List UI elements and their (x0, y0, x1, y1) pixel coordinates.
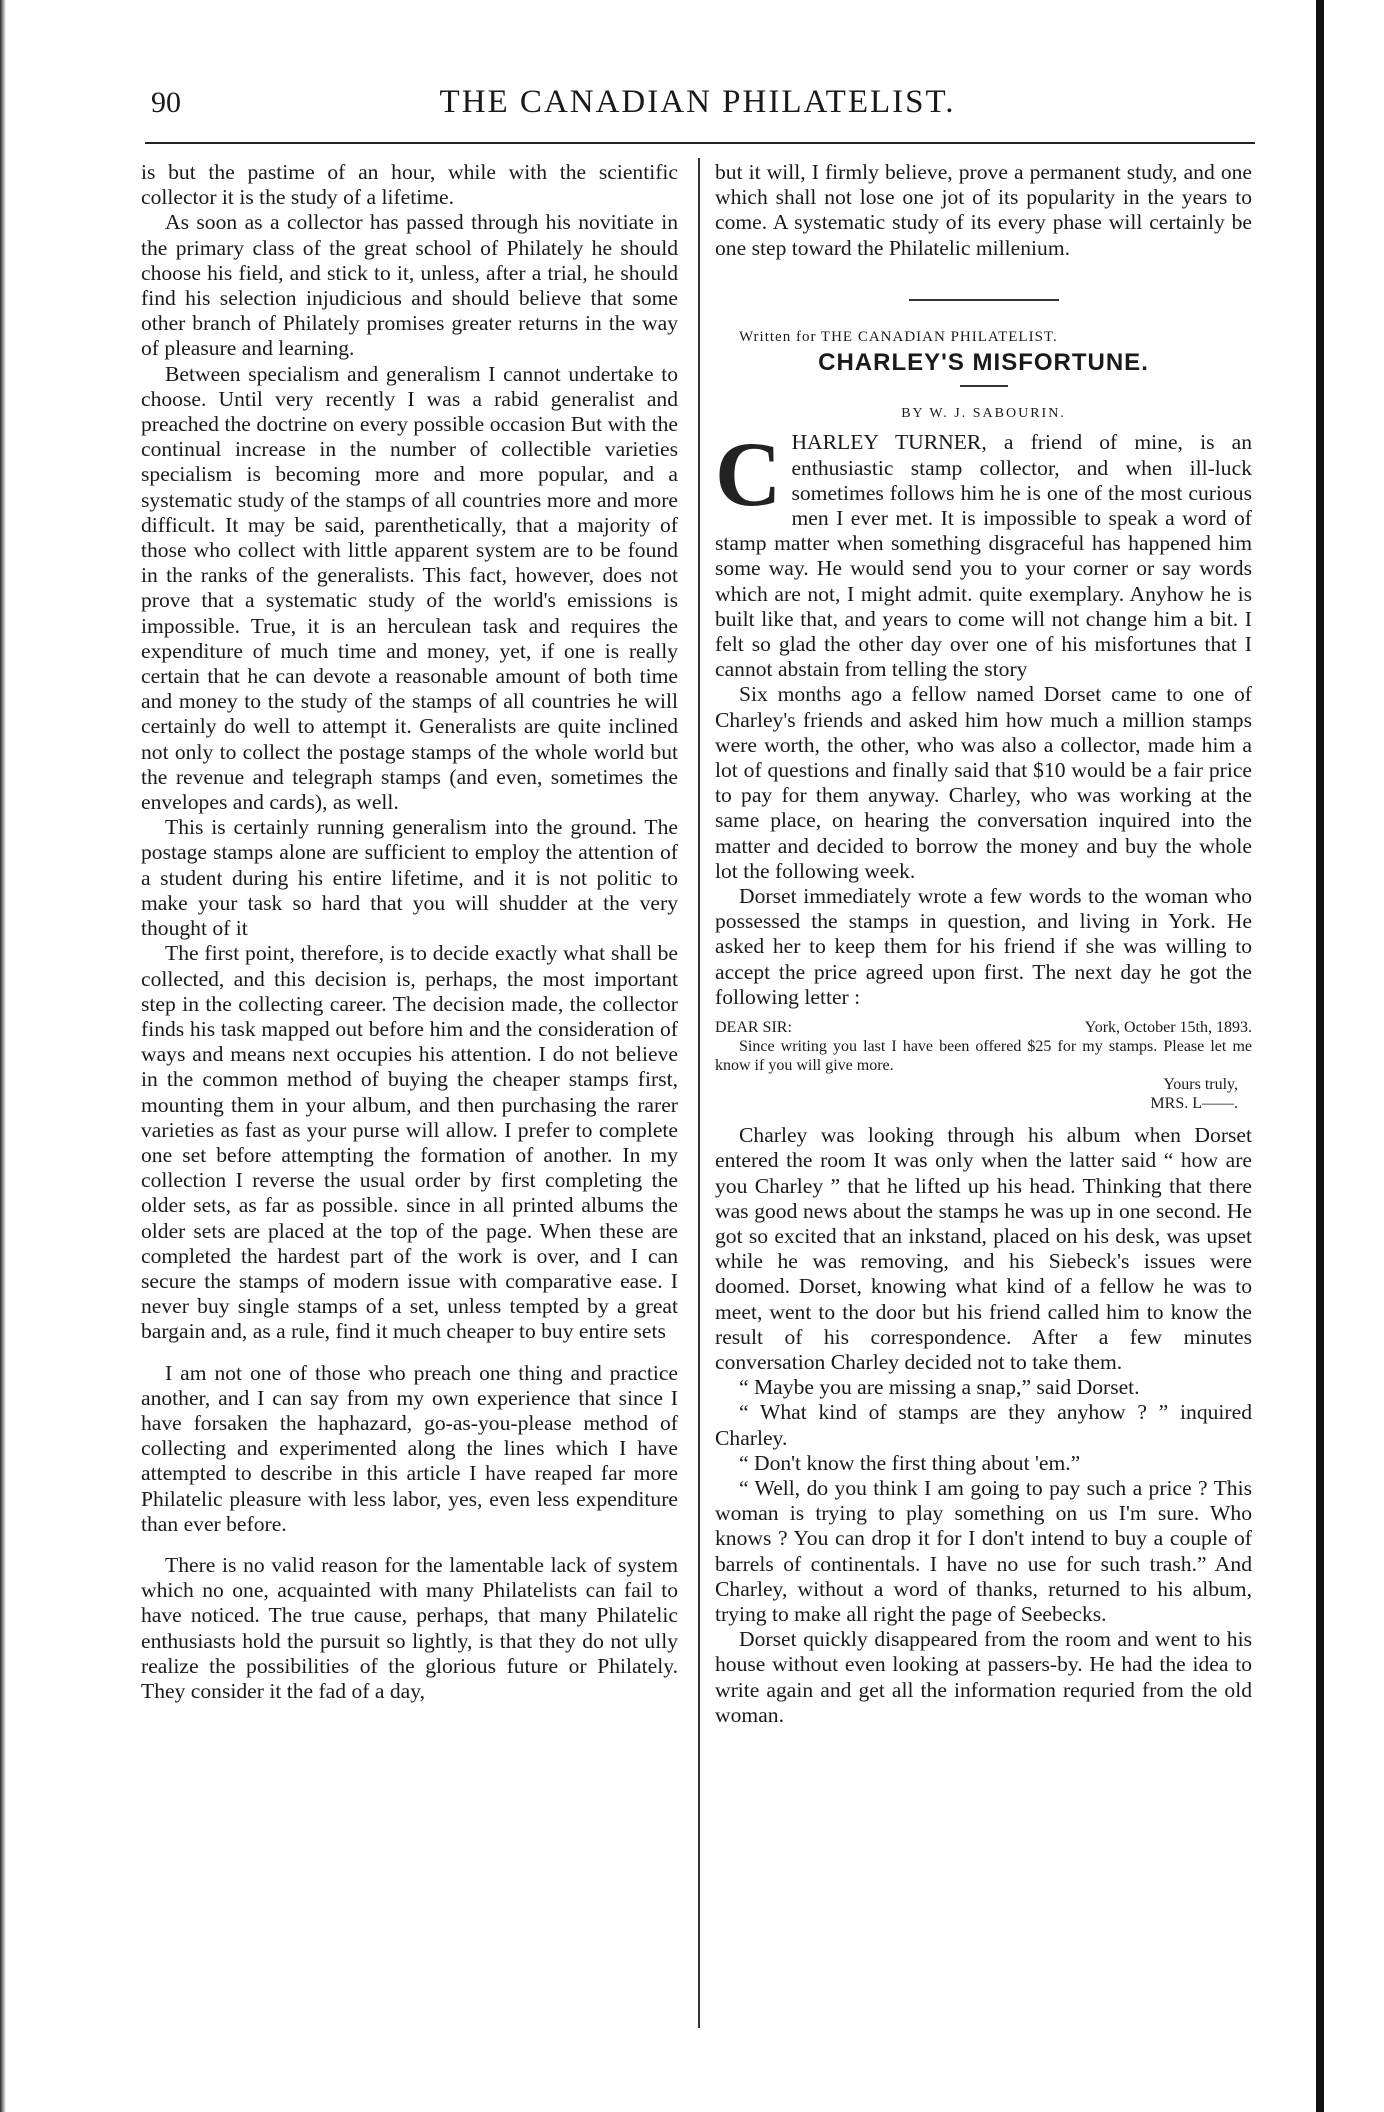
drop-cap: C (715, 423, 782, 526)
story-paragraph: “ Maybe you are missing a snap,” said Dorset. (739, 1375, 1140, 1400)
article-paragraph: As soon as a collector has passed through his novitiate in the primary class of the great school of Philately he should choose his field, and stick to it, unless, after a trial, he should find his selection injudicious and should believe that some other branch of Philately promises greater returns in the way of pleasure and learning. (141, 210, 678, 361)
letter-header (715, 1018, 1252, 1037)
story-paragraph: Charley was looking through his album when Dorset entered the room It was only when the latter said “ how are you Charley ” that he lifted up his head. Thinking that there was good news about the stamps he was up in one second. He got so excited that an inkstand, placed on his desk, was upset while he was removing, and his Siebeck's issues were doomed. Dorset, knowing what kind of a fellow he was to meet, went to the door but his friend called him to know the result of his correspondence. After a few minutes conversation Charley decided not to take them. (715, 1123, 1252, 1374)
column-divider (698, 158, 700, 2028)
letter-signature: MRS. L——. (1150, 1095, 1238, 1113)
title-rule (960, 385, 1008, 387)
left-column (141, 160, 678, 1704)
letter-dateline: York, October 15th, 1893. (1084, 1019, 1252, 1037)
quoted-letter (715, 1018, 1252, 1113)
section-divider (909, 299, 1059, 301)
article-paragraph: is but the pastime of an hour, while with the scientific collector it is the study of a lifetime. (141, 160, 678, 210)
scan-edge-right (1316, 0, 1324, 2112)
right-column (715, 160, 1252, 1728)
article-paragraph: Between specialism and generalism I cannot undertake to choose. Until very recently I was a rabid generalist and preached the doctrine on every possible occasion But with the continual increase in the number of collectible varieties specialism is becoming more and more popular, and a systematic study of the stamps of all countries more and more difficult. It may be said, parenthetically, that a majority of those who collect with little apparent system are to be found in the ranks of the generalists. This fact, however, does not prove that a systematic study of the world's emissions is impossible. True, it is an herculean task and requires the expenditure of much time and money, yet, if one is really certain that he can devote a reasonable amount of both time and money to the study of the stamps of all countries he will certainly do well to attempt it. Generalists are quite inclined not only to collect the postage stamps of the whole world but the revenue and telegraph stamps (and even, sometimes the envelopes and cards), as well. (141, 361, 678, 815)
page-number: 90 (151, 86, 181, 119)
header-rule (145, 142, 1255, 144)
story-paragraph: Six months ago a fellow named Dorset came to one of Charley's friends and asked him how much a million stamps were worth, the other, who was also a collector, made him a lot of questions and finally said that $10 would be a fair price to pay for them anyway. Charley, who was working at the same place, on hearing the conversation inquired into the matter and decided to borrow the money and buy the whole lot the following week. (715, 682, 1252, 883)
story-opening-text: HARLEY TURNER, a friend of mine, is an enthusiastic stamp collector, and when ill-luck sometimes follows him he is one of the most curious men I ever met. It is impossible to speak a word of stamp matter when something disgraceful has happened him some way. He would send you to your corner or say words which are not, I might admit. quite exemplary. Anyhow he is built like that, and years to come will not change him a bit. I felt so glad the other day over one of his misfortunes that I cannot abstain from telling the story (715, 430, 1252, 682)
written-for-credit: Written for THE CANADIAN PHILATELIST. (739, 328, 1058, 345)
article-continuation: but it will, I firmly believe, prove a permanent study, and one which shall not lose one jot of its popularity in the years to come. A systematic study of its every phase will certainly be one step toward the Philatelic millenium. (715, 160, 1252, 260)
story-paragraph: Dorset immediately wrote a few words to the woman who possessed the stamps in question, and living in York. He asked her to keep them for his friend if she was willing to accept the price agreed upon first. The next day he got the following letter : (715, 884, 1252, 1009)
story-title: CHARLEY'S MISFORTUNE. (818, 349, 1149, 377)
story-paragraph: “ Don't know the first thing about 'em.” (739, 1450, 1081, 1475)
journal-page (135, 70, 1260, 2070)
page-header (135, 84, 1260, 134)
byline: BY W. J. SABOURIN. (901, 406, 1066, 422)
story-paragraph: Dorset quickly disappeared from the room and went to his house without even looking at passers-by. He had the idea to write again and get all the information requried from the old woman. (715, 1627, 1252, 1727)
story-paragraph (715, 423, 1252, 682)
letter-salutation: DEAR SIR: (715, 1019, 792, 1037)
journal-title: THE CANADIAN PHILATELIST. (439, 84, 956, 120)
story-paragraph: “ What kind of stamps are they anyhow ? ” inquired Charley. (715, 1400, 1252, 1450)
article-paragraph: I am not one of those who preach one thing and practice another, and I can say from my own experience that since I have forsaken the haphazard, go-as-you-please method of collecting and experimented along the lines which I have attempted to describe in this article I have reaped far more Philatelic pleasure with less labor, yes, even less expenditure than ever before. (141, 1360, 678, 1536)
article-paragraph: There is no valid reason for the lamentable lack of system which no one, acquainted with many Philatelists can fail to have noticed. The true cause, perhaps, that many Philatelic enthusiasts hold the pursuit so lightly, is that they do not ully realize the possibilities of the glorious future or Philately. They consider it the fad of a day, (141, 1552, 678, 1703)
article-paragraph: The first point, therefore, is to decide exactly what shall be collected, and this decision is, perhaps, the most important step in the collecting career. The decision made, the collector finds his task mapped out before him and the consideration of ways and means next occupies his attention. I do not believe in the common method of buying the cheaper stamps first, mounting them in your album, and then purchasing the rarer varieties as fast as your purse will allow. I prefer to complete one set before attempting the formation of another. In my collection I reverse the usual order by first completing the older sets, as far as possible. since in all printed albums the older sets are placed at the top of the page. When these are completed the hardest part of the work is over, and I can secure the stamps of modern issue with comparative ease. I never buy single stamps of a set, unless tempted by a great bargain and, as a rule, find it much cheaper to buy entire sets (141, 941, 678, 1344)
article-paragraph: This is certainly running generalism into the ground. The postage stamps alone are sufficient to employ the attention of a student during his entire lifetime, and it is not politic to make your task so hard that you will shudder at the very thought of it (141, 815, 678, 941)
scan-shadow-left (0, 0, 6, 2112)
story-paragraph: “ Well, do you think I am going to pay such a price ? This woman is trying to play something on us I'm sure. Who knows ? You can drop it for I don't intend to buy a couple of barrels of continentals. I have no use for such trash.” And Charley, without a word of thanks, returned to his album, trying to make all right the page of Seebecks. (715, 1475, 1252, 1626)
letter-body: Since writing you last I have been offered $25 for my stamps. Please let me know if you will give more. (715, 1038, 1252, 1075)
letter-closing: Yours truly, (1163, 1076, 1238, 1094)
